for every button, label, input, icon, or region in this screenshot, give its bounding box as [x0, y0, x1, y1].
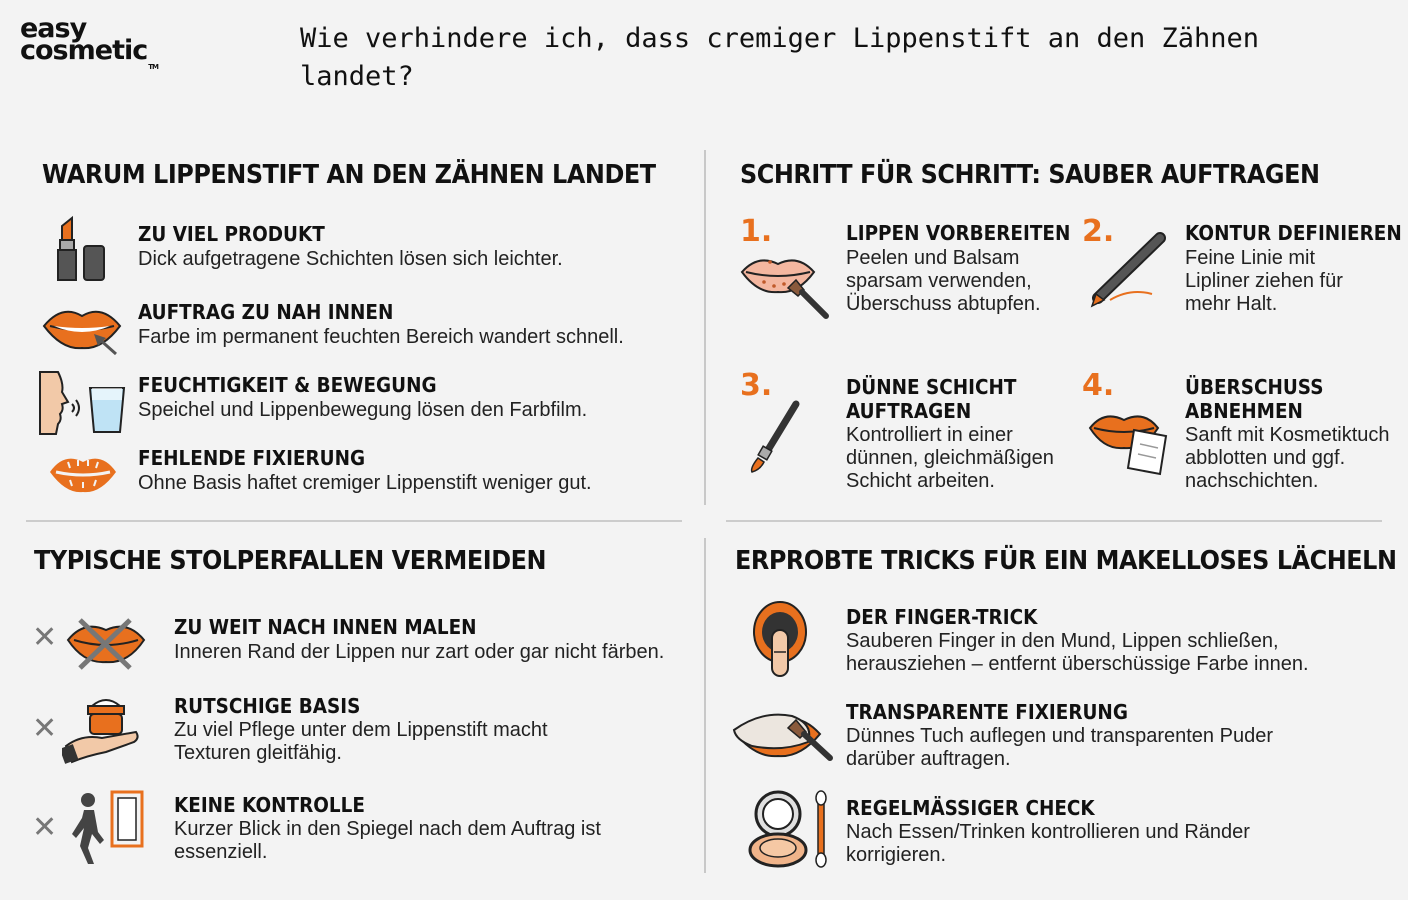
trick-title: DER FINGER-TRICK	[846, 605, 1038, 629]
section-heading-why: WARUM LIPPENSTIFT AN DEN ZÄHNEN LANDET	[42, 160, 656, 190]
powder-tissue-icon	[732, 702, 836, 766]
x-mark-icon: ✕	[32, 810, 58, 845]
why-item-title: FEUCHTIGKEIT & BEWEGUNG	[138, 373, 437, 397]
step-text: Feine Linie mit Lipliner ziehen für mehr Halt.	[1185, 247, 1343, 315]
step-number: 2.	[1082, 214, 1115, 249]
step-title: LIPPEN VORBEREITEN	[846, 221, 1071, 245]
step-title-text: DÜNNE SCHICHT AUFTRAGEN	[846, 375, 1017, 423]
pitfall-title: RUTSCHIGE BASIS	[174, 694, 361, 718]
why-item-title: FEHLENDE FIXIERUNG	[138, 446, 366, 470]
why-item-title: AUFTRAG ZU NAH INNEN	[138, 300, 394, 324]
step-number: 1.	[740, 214, 773, 249]
pitfall-text: Kurzer Blick in den Spiegel nach dem Auftrag ist essenziell.	[174, 818, 601, 863]
section-heading-tricks: ERPROBTE TRICKS FÜR EIN MAKELLOSES LÄCHELN	[735, 546, 1397, 576]
trick-text: Dünnes Tuch auflegen und transparenten Puder darüber auftragen.	[846, 725, 1273, 770]
crossed-lips-icon	[66, 614, 146, 672]
brand-logo	[20, 13, 158, 71]
why-item-text: Ohne Basis haftet cremiger Lippenstift weniger gut.	[138, 472, 592, 494]
walking-mirror-icon	[66, 788, 146, 866]
lips-arrow-icon	[42, 302, 124, 358]
trick-title: REGELMÄSSIGER CHECK	[846, 796, 1095, 820]
trick-text: Sauberen Finger in den Mund, Lippen schließen, herausziehen – entfernt überschüssige Farbe innen.	[846, 630, 1309, 675]
finger-mouth-icon	[750, 600, 810, 678]
trick-text: Nach Essen/Trinken kontrollieren und Ränder korrigieren.	[846, 821, 1250, 866]
step-title: KONTUR DEFINIEREN	[1185, 221, 1402, 245]
step-title	[1185, 375, 1369, 423]
why-item-text: Dick aufgetragene Schichten lösen sich leichter.	[138, 248, 563, 270]
logo-line-1: easy	[20, 13, 87, 44]
x-mark-icon: ✕	[32, 620, 58, 655]
why-item-text: Farbe im permanent feuchten Bereich wandert schnell.	[138, 326, 624, 348]
step-number: 4.	[1082, 368, 1115, 403]
lipliner-icon	[1090, 232, 1170, 310]
why-item-title: ZU VIEL PRODUKT	[138, 222, 325, 246]
compact-mirror-icon	[748, 790, 832, 868]
pitfall-text: Inneren Rand der Lippen nur zart oder gar nicht färben.	[174, 641, 665, 663]
step-number: 3.	[740, 368, 773, 403]
lip-brush-icon	[748, 398, 804, 474]
x-mark-icon: ✕	[32, 711, 58, 746]
page-title: Wie verhindere ich, dass cremiger Lippenstift an den Zähnen landet?	[300, 23, 1260, 92]
lips-brush-icon	[740, 250, 832, 322]
horizontal-divider-left	[26, 520, 682, 522]
step-text: Sanft mit Kosmetiktuch abblotten und ggf. nachschichten.	[1185, 424, 1390, 492]
section-heading-pitfalls: TYPISCHE STOLPERFALLEN VERMEIDEN	[34, 546, 547, 576]
section-heading-steps: SCHRITT FÜR SCHRITT: SAUBER AUFTRAGEN	[740, 160, 1320, 190]
logo-line-2: cosmetic	[20, 35, 148, 66]
lip-print-icon	[48, 450, 118, 496]
face-water-icon	[38, 370, 128, 436]
logo-trademark: TM	[148, 63, 158, 71]
pitfall-text: Zu viel Pflege unter dem Lippenstift macht Texturen gleitfähig.	[174, 719, 548, 764]
cream-jar-hand-icon	[62, 692, 142, 764]
pitfall-title: ZU WEIT NACH INNEN MALEN	[174, 615, 477, 639]
why-item-text: Speichel und Lippenbewegung lösen den Farbfilm.	[138, 399, 588, 421]
pitfall-title: KEINE KONTROLLE	[174, 793, 365, 817]
vertical-divider-bottom	[704, 538, 706, 873]
lips-tissue-icon	[1088, 408, 1174, 478]
step-title-text: ÜBERSCHUSS ABNEHMEN	[1185, 375, 1324, 423]
trick-title: TRANSPARENTE FIXIERUNG	[846, 700, 1128, 724]
step-title	[846, 375, 1039, 423]
horizontal-divider-right	[726, 520, 1382, 522]
step-text: Kontrolliert in einer dünnen, gleichmäßigen Schicht arbeiten.	[846, 424, 1054, 492]
lipstick-icon	[54, 214, 110, 284]
step-text: Peelen und Balsam sparsam verwenden, Überschuss abtupfen.	[846, 247, 1041, 315]
vertical-divider-top	[704, 150, 706, 505]
